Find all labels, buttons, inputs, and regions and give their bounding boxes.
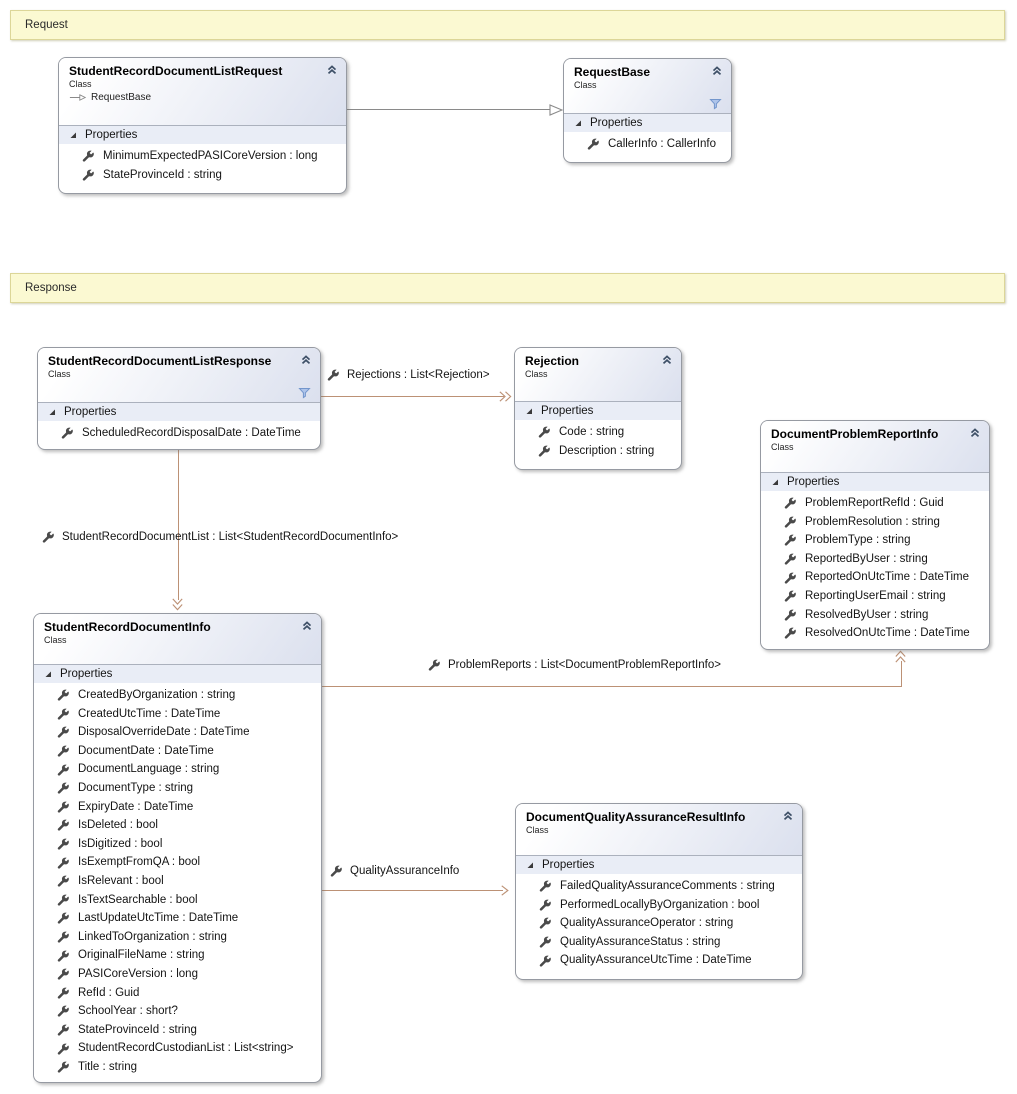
collapse-chevron-icon[interactable] bbox=[326, 64, 338, 76]
properties-compartment-header[interactable] bbox=[34, 665, 321, 683]
class-header bbox=[516, 804, 802, 856]
wrench-icon bbox=[82, 169, 94, 181]
response-group-banner[interactable] bbox=[10, 273, 1005, 303]
wrench-icon bbox=[82, 150, 94, 162]
property-text: CreatedByOrganization : string bbox=[78, 689, 236, 701]
class-box-student-record-document-list-response[interactable] bbox=[37, 347, 321, 450]
property-row[interactable] bbox=[761, 587, 989, 606]
association-label-rejections[interactable] bbox=[327, 369, 490, 381]
property-text: ProblemReportRefId : Guid bbox=[805, 497, 944, 509]
association-connector-rejections[interactable] bbox=[321, 396, 504, 397]
property-row[interactable] bbox=[34, 1039, 321, 1058]
property-text: StateProvinceId : string bbox=[78, 1023, 197, 1036]
wrench-icon bbox=[784, 627, 796, 639]
association-connector-quality-assurance-info[interactable] bbox=[322, 890, 503, 891]
property-row[interactable] bbox=[34, 742, 321, 761]
class-title: Rejection bbox=[525, 354, 580, 368]
class-header bbox=[761, 421, 989, 473]
wrench-icon bbox=[784, 553, 796, 565]
property-text: ResolvedByUser : string bbox=[805, 608, 929, 621]
compartment-label: Properties bbox=[64, 406, 117, 418]
property-row[interactable] bbox=[516, 877, 802, 896]
property-text: IsDeleted : bool bbox=[78, 819, 158, 832]
wrench-icon bbox=[57, 875, 69, 887]
collapse-chevron-icon[interactable] bbox=[300, 354, 312, 366]
property-row[interactable] bbox=[34, 984, 321, 1003]
property-row[interactable] bbox=[761, 568, 989, 587]
class-title: StudentRecordDocumentListRequest bbox=[69, 64, 283, 78]
property-row[interactable] bbox=[564, 135, 731, 154]
property-text: Title : string bbox=[78, 1060, 138, 1073]
wrench-icon bbox=[57, 745, 69, 757]
association-connector-student-record-document-list[interactable] bbox=[178, 450, 179, 600]
wrench-icon bbox=[57, 1061, 69, 1073]
properties-compartment-header[interactable] bbox=[761, 473, 989, 491]
compartment-label: Properties bbox=[60, 668, 113, 680]
wrench-icon bbox=[57, 931, 69, 943]
property-text: OriginalFileName : string bbox=[78, 949, 205, 962]
double-chevron-right-icon bbox=[498, 389, 513, 409]
property-list bbox=[59, 144, 346, 184]
class-title: DocumentProblemReportInfo bbox=[771, 427, 939, 441]
property-list bbox=[515, 420, 681, 460]
property-row[interactable] bbox=[34, 891, 321, 910]
class-header bbox=[38, 348, 320, 403]
property-row[interactable] bbox=[34, 779, 321, 798]
wrench-icon bbox=[538, 445, 550, 457]
class-box-document-problem-report-info[interactable] bbox=[760, 420, 990, 650]
wrench-icon bbox=[42, 531, 54, 543]
property-text: CallerInfo : CallerInfo bbox=[608, 138, 717, 150]
collapse-chevron-icon[interactable] bbox=[711, 65, 723, 77]
wrench-icon bbox=[327, 369, 339, 381]
collapse-chevron-icon[interactable] bbox=[661, 354, 673, 366]
expander-icon[interactable] bbox=[69, 131, 77, 139]
wrench-icon bbox=[57, 708, 69, 720]
wrench-icon bbox=[57, 912, 69, 924]
property-row[interactable] bbox=[59, 166, 346, 185]
association-label-problem-reports[interactable] bbox=[428, 659, 721, 671]
property-row[interactable] bbox=[34, 965, 321, 984]
wrench-icon bbox=[57, 689, 69, 701]
class-title: DocumentQualityAssuranceResultInfo bbox=[526, 810, 746, 824]
expander-icon[interactable] bbox=[525, 407, 533, 415]
class-box-request-base[interactable] bbox=[563, 58, 732, 163]
property-row[interactable] bbox=[34, 1021, 321, 1040]
property-row[interactable] bbox=[516, 951, 802, 970]
property-row[interactable] bbox=[34, 723, 321, 742]
property-text: StateProvinceId : string bbox=[103, 168, 222, 181]
property-row[interactable] bbox=[34, 872, 321, 891]
inheritance-arrowhead-icon bbox=[549, 103, 563, 122]
property-text: StudentRecordCustodianList : List<string> bbox=[78, 1042, 294, 1055]
property-text: SchoolYear : short? bbox=[78, 1005, 178, 1018]
property-text: ResolvedOnUtcTime : DateTime bbox=[805, 627, 970, 640]
expander-icon[interactable] bbox=[44, 670, 52, 678]
class-header bbox=[564, 59, 731, 114]
property-text: DocumentDate : DateTime bbox=[78, 744, 214, 757]
property-text: DocumentType : string bbox=[78, 781, 194, 794]
wrench-icon bbox=[539, 917, 551, 929]
wrench-icon bbox=[57, 950, 69, 962]
property-list bbox=[38, 421, 320, 443]
property-text: DocumentLanguage : string bbox=[78, 763, 220, 776]
class-box-rejection[interactable] bbox=[514, 347, 682, 470]
property-text: FailedQualityAssuranceComments : string bbox=[560, 880, 775, 892]
property-row[interactable] bbox=[761, 624, 989, 643]
property-text: RefId : Guid bbox=[78, 986, 140, 999]
property-text: LastUpdateUtcTime : DateTime bbox=[78, 912, 239, 925]
association-label-text: QualityAssuranceInfo bbox=[350, 865, 460, 877]
compartment-label: Properties bbox=[85, 129, 138, 141]
property-text: QualityAssuranceUtcTime : DateTime bbox=[560, 954, 752, 967]
compartment-label: Properties bbox=[590, 117, 643, 129]
wrench-icon bbox=[57, 857, 69, 869]
property-row[interactable] bbox=[34, 835, 321, 854]
property-text: ReportedByUser : string bbox=[805, 552, 928, 565]
wrench-icon bbox=[784, 516, 796, 528]
base-type-label: RequestBase bbox=[91, 92, 152, 103]
property-text: IsTextSearchable : bool bbox=[78, 893, 198, 906]
property-list bbox=[34, 683, 321, 1076]
class-kind-label: Class bbox=[525, 369, 548, 379]
property-text: QualityAssuranceOperator : string bbox=[560, 917, 734, 930]
wrench-icon bbox=[784, 534, 796, 546]
property-text: ProblemResolution : string bbox=[805, 515, 940, 528]
property-text: IsDigitized : bool bbox=[78, 837, 163, 850]
properties-compartment-header[interactable] bbox=[564, 114, 731, 132]
request-group-banner[interactable] bbox=[10, 10, 1005, 40]
wrench-icon bbox=[57, 726, 69, 738]
inheritance-connector-request-to-requestbase[interactable] bbox=[347, 109, 552, 110]
inheritance-arrow-icon bbox=[69, 93, 87, 102]
class-header bbox=[515, 348, 681, 402]
property-row[interactable] bbox=[516, 914, 802, 933]
property-text: ScheduledRecordDisposalDate : DateTime bbox=[82, 427, 301, 439]
wrench-icon bbox=[539, 936, 551, 948]
wrench-icon bbox=[538, 426, 550, 438]
property-row[interactable] bbox=[34, 1058, 321, 1077]
class-kind-label: Class bbox=[69, 79, 92, 89]
wrench-icon bbox=[587, 138, 599, 150]
property-text: Description : string bbox=[559, 444, 655, 457]
wrench-icon bbox=[57, 764, 69, 776]
filter-icon[interactable] bbox=[298, 387, 311, 399]
properties-compartment-header[interactable] bbox=[38, 403, 320, 421]
property-text: MinimumExpectedPASICoreVersion : long bbox=[103, 150, 318, 162]
property-text: DisposalOverrideDate : DateTime bbox=[78, 726, 250, 739]
property-text: LinkedToOrganization : string bbox=[78, 930, 227, 943]
property-row[interactable] bbox=[34, 686, 321, 705]
property-row[interactable] bbox=[34, 928, 321, 947]
expander-icon[interactable] bbox=[771, 478, 779, 486]
compartment-label: Properties bbox=[787, 476, 840, 488]
properties-compartment-header[interactable] bbox=[59, 126, 346, 144]
property-text: PerformedLocallyByOrganization : bool bbox=[560, 898, 760, 911]
wrench-icon bbox=[57, 987, 69, 999]
association-label-student-record-document-list[interactable] bbox=[42, 531, 398, 543]
wrench-icon bbox=[57, 1024, 69, 1036]
class-box-student-record-document-info[interactable] bbox=[33, 613, 322, 1083]
wrench-icon bbox=[539, 880, 551, 892]
wrench-icon bbox=[57, 1043, 69, 1055]
wrench-icon bbox=[57, 968, 69, 980]
property-row[interactable] bbox=[34, 798, 321, 817]
class-kind-label: Class bbox=[574, 80, 597, 90]
wrench-icon bbox=[784, 609, 796, 621]
class-box-document-quality-assurance-result-info[interactable] bbox=[515, 803, 803, 980]
property-row[interactable] bbox=[516, 933, 802, 952]
wrench-icon bbox=[57, 838, 69, 850]
property-text: Code : string bbox=[559, 426, 625, 438]
wrench-icon bbox=[57, 1005, 69, 1017]
compartment-label: Properties bbox=[541, 405, 594, 417]
wrench-icon bbox=[57, 801, 69, 813]
property-text: IsRelevant : bool bbox=[78, 874, 164, 887]
property-row[interactable] bbox=[515, 442, 681, 461]
wrench-icon bbox=[57, 782, 69, 794]
expander-icon[interactable] bbox=[526, 861, 534, 869]
property-row[interactable] bbox=[34, 816, 321, 835]
wrench-icon bbox=[428, 659, 440, 671]
wrench-icon bbox=[57, 894, 69, 906]
properties-compartment-header[interactable] bbox=[515, 402, 681, 420]
wrench-icon bbox=[784, 590, 796, 602]
response-group-label: Response bbox=[25, 282, 77, 294]
property-row[interactable] bbox=[34, 760, 321, 779]
class-kind-label: Class bbox=[48, 369, 71, 379]
wrench-icon bbox=[57, 819, 69, 831]
properties-compartment-header[interactable] bbox=[516, 856, 802, 874]
compartment-label: Properties bbox=[542, 859, 595, 871]
property-list bbox=[516, 874, 802, 970]
collapse-chevron-icon[interactable] bbox=[782, 810, 794, 822]
property-text: IsExemptFromQA : bool bbox=[78, 856, 201, 869]
property-row[interactable] bbox=[515, 423, 681, 442]
property-row[interactable] bbox=[59, 147, 346, 166]
property-text: CreatedUtcTime : DateTime bbox=[78, 707, 221, 720]
class-header bbox=[34, 614, 321, 665]
class-kind-label: Class bbox=[526, 825, 549, 835]
property-text: QualityAssuranceStatus : string bbox=[560, 935, 721, 948]
class-box-student-record-document-list-request[interactable] bbox=[58, 57, 347, 194]
wrench-icon bbox=[330, 865, 342, 877]
wrench-icon bbox=[539, 955, 551, 967]
expander-icon[interactable] bbox=[574, 119, 582, 127]
wrench-icon bbox=[784, 572, 796, 584]
collapse-chevron-icon[interactable] bbox=[301, 620, 313, 632]
property-row[interactable] bbox=[761, 513, 989, 532]
property-row[interactable] bbox=[516, 896, 802, 915]
property-text: PASICoreVersion : long bbox=[78, 967, 198, 980]
property-row[interactable] bbox=[34, 1002, 321, 1021]
property-row[interactable] bbox=[34, 909, 321, 928]
class-title: StudentRecordDocumentListResponse bbox=[48, 354, 272, 368]
property-row[interactable] bbox=[34, 705, 321, 724]
property-row[interactable] bbox=[34, 946, 321, 965]
single-chevron-right-icon bbox=[498, 883, 513, 903]
property-row[interactable] bbox=[761, 606, 989, 625]
request-group-label: Request bbox=[25, 19, 68, 31]
wrench-icon bbox=[539, 899, 551, 911]
property-row[interactable] bbox=[761, 531, 989, 550]
property-text: ExpiryDate : DateTime bbox=[78, 800, 194, 813]
class-kind-label: Class bbox=[44, 635, 67, 645]
property-row[interactable] bbox=[38, 424, 320, 443]
class-header bbox=[59, 58, 346, 126]
wrench-icon bbox=[61, 427, 73, 439]
property-row[interactable] bbox=[34, 853, 321, 872]
double-chevron-up-icon bbox=[893, 649, 908, 669]
association-label-text: ProblemReports : List<DocumentProblemReportInfo> bbox=[448, 659, 721, 671]
property-row[interactable] bbox=[761, 550, 989, 569]
association-label-quality-assurance-info[interactable] bbox=[330, 865, 459, 877]
association-label-text: StudentRecordDocumentList : List<StudentRecordDocumentInfo> bbox=[62, 531, 399, 543]
expander-icon[interactable] bbox=[48, 408, 56, 416]
property-text: ReportedOnUtcTime : DateTime bbox=[805, 571, 970, 584]
collapse-chevron-icon[interactable] bbox=[969, 427, 981, 439]
filter-icon[interactable] bbox=[709, 98, 722, 110]
association-connector-problem-reports-horizontal[interactable] bbox=[322, 686, 902, 687]
property-text: ProblemType : string bbox=[805, 534, 911, 547]
property-row[interactable] bbox=[761, 494, 989, 513]
base-type-row bbox=[69, 92, 338, 103]
property-list bbox=[761, 491, 989, 643]
class-title: StudentRecordDocumentInfo bbox=[44, 620, 211, 634]
property-text: ReportingUserEmail : string bbox=[805, 589, 946, 602]
wrench-icon bbox=[784, 497, 796, 509]
class-kind-label: Class bbox=[771, 442, 794, 452]
association-label-text: Rejections : List<Rejection> bbox=[347, 369, 490, 381]
property-list bbox=[564, 132, 731, 154]
class-title: RequestBase bbox=[574, 65, 651, 79]
